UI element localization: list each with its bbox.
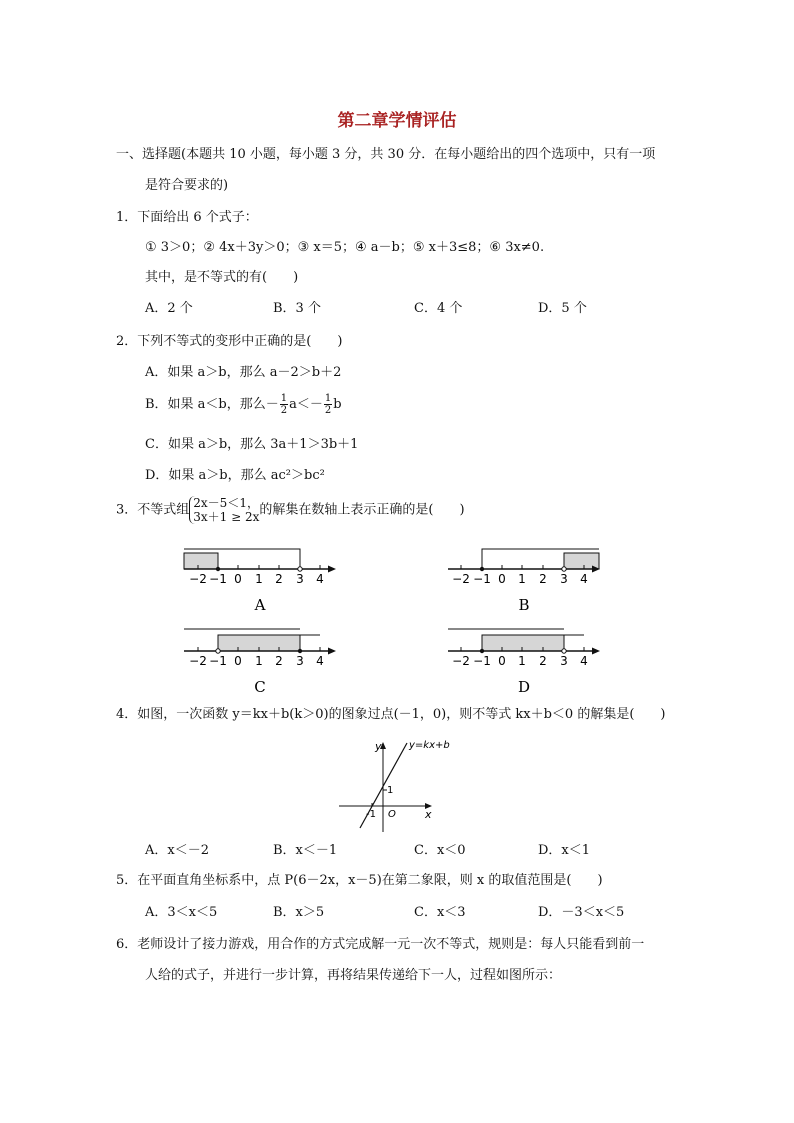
axis-arrow xyxy=(328,566,336,573)
tick-label: 0 xyxy=(234,572,242,586)
q1-option-d: D．5 个 xyxy=(538,301,587,316)
q4-stem: 4．如图，一次函数 y＝kx＋b(k＞0)的图象过点(－1，0)，则不等式 kx＋b＜0 的解集是( ) xyxy=(116,707,666,722)
q1-option-a: A．2 个 xyxy=(145,301,193,316)
q4-option-d: D．x＜1 xyxy=(538,843,591,858)
page-title: 第二章学情评估 xyxy=(337,111,457,131)
fraction-denominator: 2 xyxy=(280,405,288,416)
solid-point xyxy=(216,567,220,571)
tick-label: 2 xyxy=(539,572,547,586)
q2-b-end: b xyxy=(333,397,342,412)
q2-b-mid: a＜－ xyxy=(289,397,323,412)
q3-prefix: 3．不等式组 xyxy=(116,502,190,518)
y-axis-label: y xyxy=(375,740,382,753)
tick-label: 4 xyxy=(580,572,588,586)
solution-shade xyxy=(482,635,564,651)
tick-label: 3 xyxy=(560,654,568,668)
q5-option-d: D．－3＜x＜5 xyxy=(538,905,625,920)
fraction-denominator: 2 xyxy=(324,405,332,416)
x-axis-label: x xyxy=(425,808,432,821)
q5-option-c: C．x＜3 xyxy=(414,905,466,920)
axis-arrow xyxy=(592,648,600,655)
number-line-option-c xyxy=(184,629,336,696)
section-heading-line1: 一、选择题(本题共 10 小题，每小题 3 分，共 30 分．在每小题给出的四个选项中，只有一项 xyxy=(116,147,656,162)
q6-line2: 人给的式子，并进行一步计算，再将结果传递给下一人，过程如图所示： xyxy=(145,968,562,983)
system-line-2: 3x＋1 ≥ 2x xyxy=(193,510,260,524)
tick-label: 2 xyxy=(539,654,547,668)
tick-label: 1 xyxy=(518,572,526,586)
tick-label: 3 xyxy=(560,572,568,586)
tick-label: 1 xyxy=(255,654,263,668)
neg-one-label: -1 xyxy=(366,809,376,820)
q4-option-a: A．x＜－2 xyxy=(145,843,209,858)
option-label-b: B xyxy=(518,596,530,614)
tick-label: 0 xyxy=(234,654,242,668)
tick-label: −2 xyxy=(452,572,470,586)
number-line-option-b xyxy=(448,549,600,614)
hollow-point xyxy=(562,567,566,571)
q1-option-b: B．3 个 xyxy=(273,301,321,316)
q5-option-b: B．x＞5 xyxy=(273,905,325,920)
tick-label: 4 xyxy=(316,572,324,586)
q5-option-a: A．3＜x＜5 xyxy=(145,905,218,920)
solid-point xyxy=(480,649,484,653)
fraction-numerator: 1 xyxy=(280,393,288,404)
q5-stem: 5．在平面直角坐标系中，点 P(6－2x，x－5)在第二象限，则 x 的取值范围是( ) xyxy=(116,873,603,888)
q2-option-c: C．如果 a＞b，那么 3a＋1＞3b＋1 xyxy=(145,437,359,452)
tick-label: 0 xyxy=(498,654,506,668)
q1-expressions: ① 3＞0；② 4x＋3y＞0；③ x＝5；④ a－b；⑤ x＋3≤8；⑥ 3x≠0. xyxy=(145,240,545,255)
tick-label: 3 xyxy=(296,654,304,668)
q3-suffix: 的解集在数轴上表示正确的是( ) xyxy=(259,502,465,518)
origin-label: O xyxy=(388,809,396,820)
tick-label: −1 xyxy=(473,654,491,668)
solid-point xyxy=(480,567,484,571)
one-label: 1 xyxy=(387,785,394,796)
q2-b-prefix: B．如果 a＜b，那么－ xyxy=(145,397,279,412)
q6-line1: 6．老师设计了接力游戏，用合作的方式完成解一元一次不等式，规则是：每人只能看到前一 xyxy=(116,937,645,952)
tick-label: 2 xyxy=(275,654,283,668)
option-label-d: D xyxy=(517,678,531,696)
hollow-point xyxy=(562,649,566,653)
tick-label: 2 xyxy=(275,572,283,586)
tick-label: 4 xyxy=(316,654,324,668)
q2-option-d: D．如果 a＞b，那么 ac²＞bc² xyxy=(145,468,325,483)
tick-label: 4 xyxy=(580,654,588,668)
tick-label: −1 xyxy=(209,572,227,586)
tick-label: 0 xyxy=(498,572,506,586)
tick-label: −2 xyxy=(189,654,207,668)
axis-arrow xyxy=(328,648,336,655)
number-line-option-d xyxy=(448,629,600,696)
number-line-option-a xyxy=(184,549,336,614)
q4-option-b: B．x＜－1 xyxy=(273,843,338,858)
solution-shade xyxy=(184,553,218,569)
tick-label: 1 xyxy=(255,572,263,586)
tick-label: 3 xyxy=(296,572,304,586)
q4-linear-function-graph xyxy=(339,740,450,832)
tick-label: −1 xyxy=(209,654,227,668)
q2-option-a: A．如果 a＞b，那么 a－2＞b＋2 xyxy=(145,365,342,380)
system-line-1: 2x－5＜1， xyxy=(193,496,259,510)
q1-ask: 其中，是不等式的有( ) xyxy=(145,270,299,285)
q1-stem: 1．下面给出 6 个式子： xyxy=(116,210,258,225)
section-heading-line2: 是符合要求的) xyxy=(145,178,229,193)
q1-option-c: C．4 个 xyxy=(414,301,463,316)
fraction-numerator: 1 xyxy=(324,393,332,404)
q4-option-c: C．x＜0 xyxy=(414,843,466,858)
tick-label: −2 xyxy=(189,572,207,586)
q2-stem: 2．下列不等式的变形中正确的是( ) xyxy=(116,334,343,349)
function-label: y=kx+b xyxy=(409,740,450,751)
hollow-point xyxy=(298,567,302,571)
tick-label: −2 xyxy=(452,654,470,668)
option-label-a: A xyxy=(254,596,266,614)
solid-point xyxy=(298,649,302,653)
tick-label: 1 xyxy=(518,654,526,668)
tick-label: −1 xyxy=(473,572,491,586)
option-label-c: C xyxy=(254,678,266,696)
hollow-point xyxy=(216,649,220,653)
